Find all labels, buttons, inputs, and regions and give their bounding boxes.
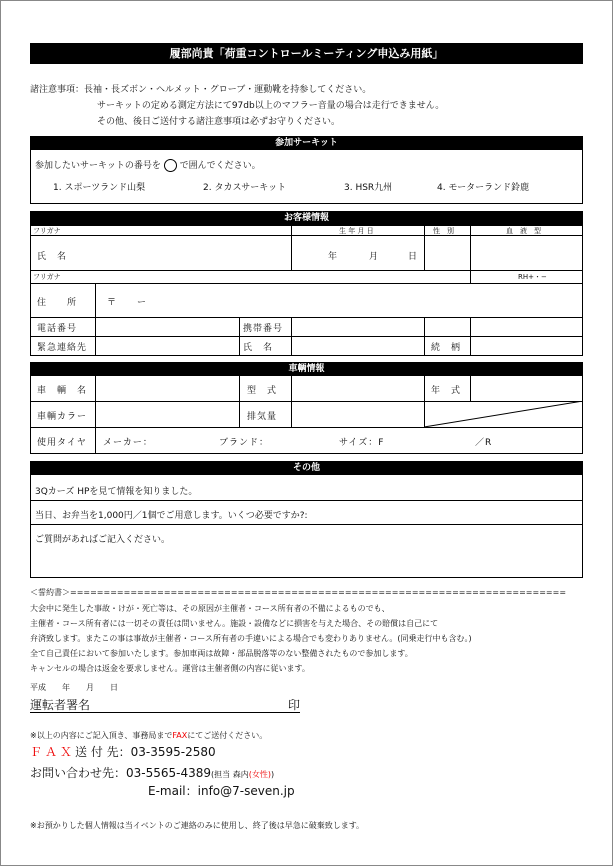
- inquiry-gender: (女性): [248, 770, 271, 779]
- birth-day: 日: [408, 252, 419, 262]
- circuit-instruction-tail: で囲んでください。: [179, 161, 261, 171]
- address-label: 住 所: [37, 298, 78, 308]
- privacy-note: ※お預かりした個人情報は当イベントのご連絡のみに使用し、終了後は早急に破棄致します。: [30, 821, 365, 830]
- vehicle-section: [30, 362, 583, 454]
- birth-year: 年: [328, 252, 339, 262]
- tire-rear-label: ／R: [475, 438, 493, 448]
- rh-label: RH+・−: [518, 273, 547, 281]
- circuit-option-1[interactable]: 1. スポーツランド山梨: [53, 183, 146, 193]
- pledge-line-4: 全て自己責任において参加いたします。参加車両は故障・部品脱落等のない整備されたもので参加します。: [30, 649, 413, 658]
- pledge-line-3: 弁済致します。またこの事は事故が主催者・コース所有者の手違いによる場合でも変わりありません。(同乗走行中も含む。): [30, 634, 472, 643]
- inquiry-person: (担当 森内: [211, 770, 249, 779]
- submit-note-a: ※以上の内容にご記入頂き、事務局まで: [30, 731, 173, 740]
- submit-note-fax: FAX: [172, 731, 188, 740]
- inquiry-label: お問い合わせ先：: [30, 766, 127, 780]
- submit-note-b: にてご送付ください。: [187, 731, 268, 740]
- emergency-name-label: 氏 名: [243, 343, 274, 353]
- relation-label: 続 柄: [431, 343, 462, 353]
- circuit-header: 参加サーキット: [31, 137, 582, 150]
- phone-label: 電話番号: [37, 324, 78, 334]
- blood-header: 血 液 型: [506, 227, 541, 235]
- fax-label: ＦＡＸ: [30, 745, 76, 759]
- circuit-section: [30, 136, 583, 204]
- birth-month: 月: [369, 252, 380, 262]
- submit-note: [30, 728, 267, 743]
- circle-icon: [164, 159, 177, 172]
- other-q3: ご質問があればご記入ください。: [35, 535, 171, 545]
- other-q2: 当日、お弁当を1,000円／1個でご用意します。いくつ必要ですか?:: [35, 511, 308, 521]
- other-header: その他: [31, 462, 582, 475]
- tire-brand-label: ブランド：: [219, 438, 270, 448]
- model-label: 型 式: [247, 386, 278, 396]
- notes-block: [30, 82, 444, 130]
- furigana-label: フリガナ: [33, 227, 61, 235]
- email-label: E-mail：: [148, 784, 198, 798]
- gender-header: 性 別: [433, 227, 454, 235]
- name-label: 氏 名: [37, 252, 68, 262]
- mobile-label: 携帯番号: [243, 324, 284, 334]
- pledge-heading: ＜誓約書＞==========================================================================: [30, 588, 567, 597]
- circuit-option-4[interactable]: 4. モーターランド鈴鹿: [437, 183, 530, 193]
- color-label: 車輌カラー: [37, 412, 88, 422]
- tire-size-label: サイズ：F: [339, 438, 385, 448]
- car-name-label: 車 輌 名: [37, 386, 88, 396]
- vehicle-header: 車輌情報: [31, 363, 582, 376]
- year-label: 年 式: [431, 386, 462, 396]
- fax-label-2: 送 付 先：: [75, 745, 131, 759]
- signature-label: 運転者署名: [30, 698, 91, 712]
- notes-line1: 長袖・長ズボン・ヘルメット・グローブ・運動靴を持参してください。: [84, 85, 372, 95]
- circuit-instruction: 参加したいサーキットの番号を: [35, 161, 161, 171]
- diagonal-slash: [424, 401, 583, 427]
- tire-maker-label: メーカー：: [103, 438, 153, 448]
- email-line: [148, 782, 295, 799]
- emergency-label: 緊急連絡先: [37, 343, 88, 353]
- circuit-option-2[interactable]: 2. タカスサーキット: [203, 183, 287, 193]
- inquiry-line: [30, 764, 274, 781]
- pledge-line-1: 大会中に発生した事故・けが・死亡等は、その原因が主催者・コース所有者の不備によるものでも、: [30, 604, 390, 613]
- furigana-label-2: フリガナ: [33, 273, 61, 281]
- seal-mark: 印: [288, 698, 301, 712]
- displacement-label: 排気量: [247, 412, 278, 422]
- question-field[interactable]: [35, 544, 575, 574]
- pledge-body: [30, 601, 472, 676]
- pledge-line-2: 主催者・コース所有者には一切その責任は問いません。施設・設備などに損害を与えた場合、その賠償は自己にて: [30, 619, 439, 628]
- notes-line3: その他、後日ご送付する諸注意事項は必ずお守りください。: [97, 117, 341, 127]
- other-section: [30, 461, 583, 578]
- notes-line2: サーキットの定める測定方法にて97db以上のマフラー音量の場合は走行できません。: [97, 101, 445, 111]
- email-address[interactable]: info@7-seven.jp: [197, 784, 295, 798]
- fax-line: [30, 743, 216, 760]
- circuit-option-3[interactable]: 3. HSR九州: [344, 183, 393, 193]
- pledge-date: 平成 年 月 日: [30, 683, 118, 692]
- postal-field[interactable]: 〒 ー: [107, 298, 148, 308]
- birth-header: 生 年 月 日: [339, 227, 374, 235]
- tire-label: 使用タイヤ: [37, 438, 87, 448]
- fax-number: 03-3595-2580: [130, 745, 216, 759]
- other-q1: 3Qカーズ HPを見て情報を知りました。: [35, 487, 198, 497]
- customer-header: お客様情報: [31, 212, 582, 225]
- customer-section: [30, 211, 583, 356]
- signature-field[interactable]: [30, 696, 300, 713]
- name-field[interactable]: [37, 235, 287, 270]
- pledge-line-5: キャンセルの場合は返金を要求しません。運営は主催者側の内容に従います。: [30, 664, 310, 673]
- inquiry-number: 03-5565-4389: [126, 766, 212, 780]
- notes-prefix: 諸注意事項：: [30, 85, 85, 95]
- inquiry-close: ): [270, 770, 275, 779]
- form-title: 履部尚貴「荷重コントロールミーティング申込み用紙」: [30, 43, 583, 64]
